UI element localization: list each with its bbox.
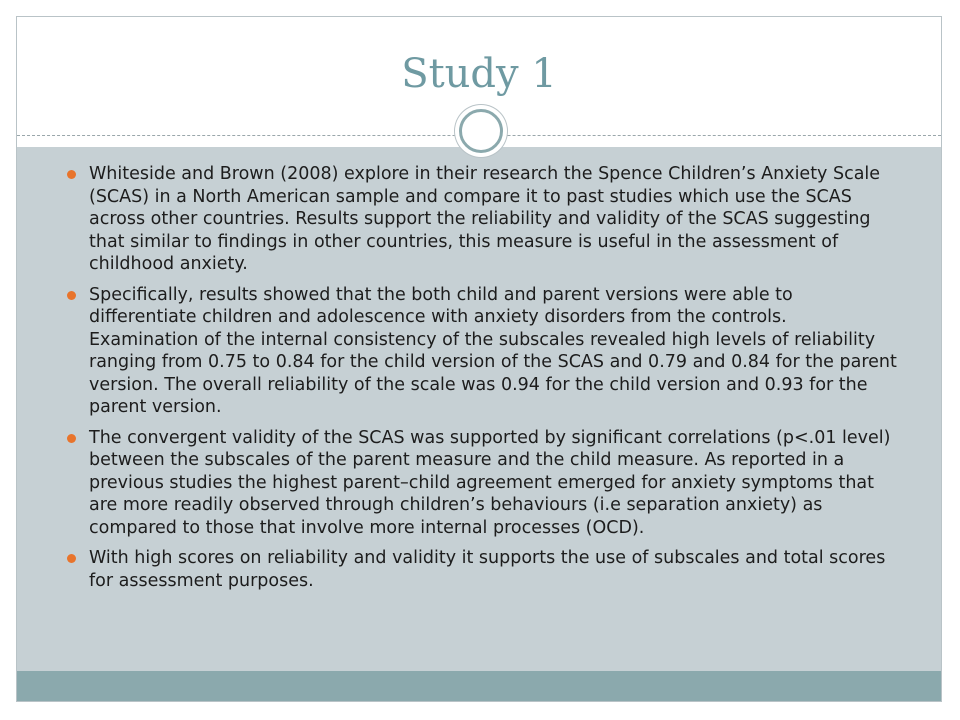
bullet-dot-icon [67, 434, 76, 443]
circle-ornament-icon [459, 109, 503, 153]
bullet-item [67, 284, 897, 419]
footer-band [17, 671, 941, 702]
slide-frame [16, 16, 942, 702]
slide-title: Study 1 [401, 51, 557, 97]
bullet-item [67, 163, 897, 276]
bullet-dot-icon [67, 291, 76, 300]
bullet-text: With high scores on reliability and validity it supports the use of subscales and total scores for assessment purposes. [89, 548, 886, 591]
bullet-item [67, 427, 897, 540]
bullet-text: Specifically, results showed that the both child and parent versions were able to differentiate children and adolescence with anxiety disorders from the controls. Examination of the internal consistency of the subscales revealed high levels of reliability ranging from 0.75 to 0.84 for the child version of the SCAS and 0.79 and 0.84 for the parent version. The overall reliability of the scale was 0.94 for the child version and 0.93 for the parent version. [89, 284, 897, 417]
bullet-text: The convergent validity of the SCAS was supported by significant correlations (p<.01 level) between the subscales of the parent measure and the child measure. As reported in a previous studies the highest parent–child agreement emerged for anxiety symptoms that are more readily observed through children’s behaviours (i.e separation anxiety) as compared to those that involve more internal processes (OCD). [89, 427, 891, 538]
bullet-text: Whiteside and Brown (2008) explore in their research the Spence Children’s Anxiety Scale (SCAS) in a North American sample and compare it to past studies which use the SCAS across other countries. Results support the reliability and validity of the SCAS suggesting that similar to findings in other countries, this measure is useful in the assessment of childhood anxiety. [89, 164, 881, 274]
bullet-dot-icon [67, 170, 76, 179]
bullet-item [67, 547, 897, 592]
bullet-list [67, 163, 897, 600]
bullet-dot-icon [67, 554, 76, 563]
